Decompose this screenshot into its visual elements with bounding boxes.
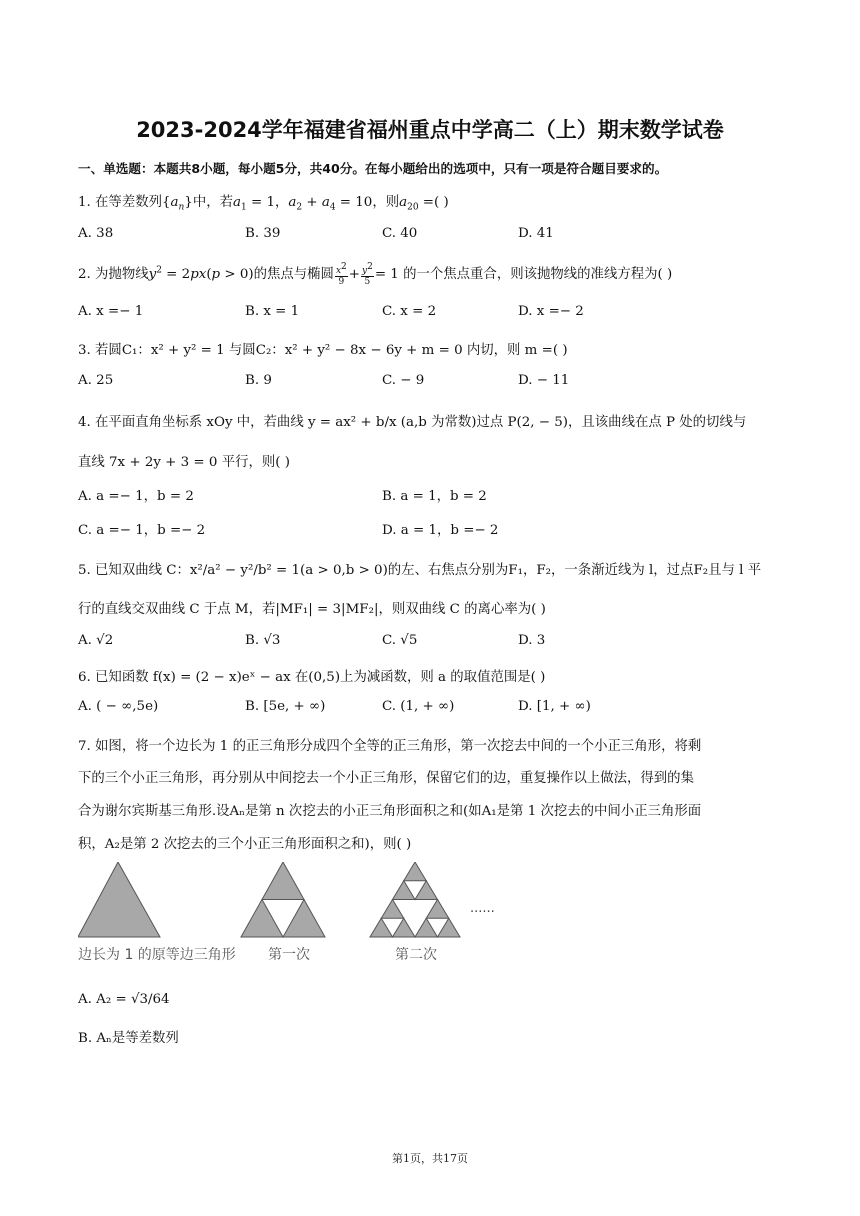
question-7-line-4: 积，A₂是第 2 次挖去的三个小正三角形面积之和)，则( ) xyxy=(78,837,412,852)
q6-option-a[interactable]: A. ( − ∞,5e) xyxy=(78,699,159,714)
q1-option-a[interactable]: A. 38 xyxy=(78,226,114,241)
q2-tail: 的一个焦点重合，则该抛物线的准线方程为( ) xyxy=(403,267,673,282)
question-4-line-2: 直线 7x + 2y + 3 = 0 平行，则( ) xyxy=(78,455,290,470)
q6-option-d[interactable]: D. [1, + ∞) xyxy=(518,699,591,714)
q6-option-c[interactable]: C. (1, + ∞) xyxy=(382,699,455,714)
q3-option-d[interactable]: D. − 11 xyxy=(518,373,570,388)
section-heading: 一、单选题：本题共8小题，每小题5分，共40分。在每小题给出的选项中，只有一项是符合题目要求的。 xyxy=(78,161,668,176)
figure-dots: ...... xyxy=(470,901,495,916)
q3-option-a[interactable]: A. 25 xyxy=(78,373,114,388)
q3-option-c[interactable]: C. − 9 xyxy=(382,373,425,388)
q1-end: =( ) xyxy=(418,195,449,210)
caption-original: 边长为 1 的原等边三角形 xyxy=(78,947,236,963)
q6-option-b[interactable]: B. [5e, + ∞) xyxy=(245,699,326,714)
q7-option-b[interactable]: B. Aₙ是等差数列 xyxy=(78,1031,179,1046)
q4-option-b[interactable]: B. a = 1，b = 2 xyxy=(382,489,487,504)
q1-tail: ，则 xyxy=(372,195,400,210)
question-5-line-1: 5. 已知双曲线 C：x²/a² − y²/b² = 1(a > 0,b > 0)的左、右焦点分别为F₁，F₂，一条渐近线为 l，过点F₂且与 l 平 xyxy=(78,563,762,578)
original-triangle xyxy=(78,862,160,937)
q1-prefix: 1. 在等差数列{ xyxy=(78,195,171,210)
question-5-line-2: 行的直线交双曲线 C 于点 M，若|MF₁| = 3|MF₂|，则双曲线 C 的离心率为( ) xyxy=(78,602,546,617)
second-iteration-triangle xyxy=(370,862,460,937)
question-7-line-3: 合为谢尔宾斯基三角形.设Aₙ是第 n 次挖去的小正三角形面积之和(如A₁是第 1 次挖去的中间小正三角形面 xyxy=(78,804,702,819)
q5-option-a[interactable]: A. √2 xyxy=(78,633,114,648)
q2-prefix: 2. 为抛物线 xyxy=(78,267,149,282)
q1-option-b[interactable]: B. 39 xyxy=(245,226,281,241)
q1-option-c[interactable]: C. 40 xyxy=(382,226,418,241)
question-1: 1. 在等差数列$\{a_n\}$中，若$a_1 = 1$，$a_2 + a_4 = 10$，则$a_{20}$ =( ) xyxy=(78,195,449,213)
page-footer: 第1页，共17页 xyxy=(392,1152,468,1165)
q5-option-c[interactable]: C. √5 xyxy=(382,633,418,648)
caption-first: 第一次 xyxy=(268,947,310,963)
caption-second: 第二次 xyxy=(395,947,437,963)
q2-option-d[interactable]: D. x =− 2 xyxy=(518,304,584,319)
exam-title: 2023-2024学年福建省福州重点中学高二（上）期末数学试卷 xyxy=(136,118,724,142)
q3-option-b[interactable]: B. 9 xyxy=(245,373,272,388)
q2-option-c[interactable]: C. x = 2 xyxy=(382,304,437,319)
question-4-line-1: 4. 在平面直角坐标系 xOy 中，若曲线 y = ax² + b/x (a,b 为常数)过点 P(2, − 5)，且该曲线在点 P 处的切线与 xyxy=(78,415,747,430)
q4-option-d[interactable]: D. a = 1，b =− 2 xyxy=(382,523,499,538)
q5-option-d[interactable]: D. 3 xyxy=(518,633,546,648)
q2-mid: 的焦点与椭圆 xyxy=(253,267,334,282)
q2-option-b[interactable]: B. x = 1 xyxy=(245,304,300,319)
question-7-line-1: 7. 如图，将一个边长为 1 的正三角形分成四个全等的正三角形，第一次挖去中间的一个小正三角形，将剩 xyxy=(78,739,702,754)
question-7-line-2: 下的三个小正三角形，再分别从中间挖去一个小正三角形，保留它们的边，重复操作以上做法，得到的集 xyxy=(78,771,694,786)
q1-option-d[interactable]: D. 41 xyxy=(518,226,554,241)
q1-cond: ， xyxy=(274,195,289,210)
q2-option-a[interactable]: A. x =− 1 xyxy=(78,304,144,319)
question-2: 2. 为抛物线$y^2 = 2px(p > 0)$的焦点与椭圆 $\frac{x^2}{9}$ + $\frac{y^2}{5}$ = 1 的一个焦点重合，则该抛物线的准线方程为( ) xyxy=(78,262,673,287)
q7-option-a[interactable]: A. A₂ = √3/64 xyxy=(78,992,170,1007)
q5-option-b[interactable]: B. √3 xyxy=(245,633,281,648)
first-iteration-triangle xyxy=(241,862,325,937)
q4-option-c[interactable]: C. a =− 1，b =− 2 xyxy=(78,523,206,538)
q1-mid: }中，若 xyxy=(184,195,233,210)
q4-option-a[interactable]: A. a =− 1，b = 2 xyxy=(78,489,194,504)
question-3: 3. 若圆C₁：x² + y² = 1 与圆C₂：x² + y² − 8x − 6y + m = 0 内切，则 m =( ) xyxy=(78,343,568,358)
question-6: 6. 已知函数 f(x) = (2 − x)eˣ − ax 在(0,5)上为减函数，则 a 的取值范围是( ) xyxy=(78,670,546,685)
